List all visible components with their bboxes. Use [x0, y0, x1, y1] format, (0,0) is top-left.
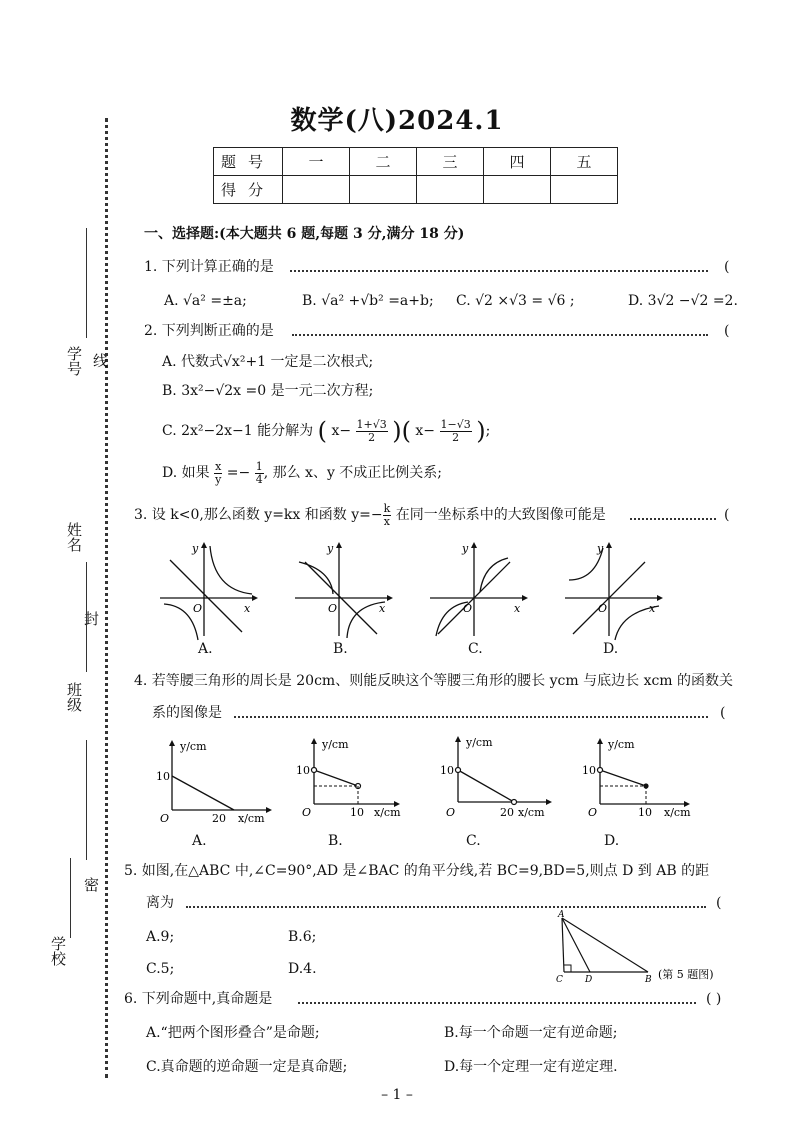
q3-d-axis-x: x [649, 602, 656, 615]
school-line [70, 858, 71, 938]
q4-label-d: D. [604, 833, 620, 849]
class-line [86, 740, 87, 860]
q5-figure [552, 910, 732, 990]
q3-stem-frac-den: x [383, 514, 391, 528]
q5-option-c: C.5; [146, 961, 175, 977]
label-class: 班级 [65, 682, 83, 712]
q4-paren: ( [720, 705, 726, 721]
q2-paren: ( [724, 323, 730, 339]
score-row-label: 得分 [214, 176, 283, 204]
page-number: – 1 – [381, 1087, 413, 1103]
page-title: 数学(八)2024.1 [290, 106, 504, 136]
score-cell-1[interactable] [283, 176, 350, 204]
score-header-2: 二 [350, 148, 417, 176]
q4-b-tick-10-x: 10 [350, 806, 364, 819]
q2-option-d: D. 如果 $\frac{x}{y}$ =− $\frac{1}{4}$ , 那么 x、y 不成正比例关系; [162, 459, 443, 486]
q4-b-origin: O [302, 806, 312, 819]
q3-a-axis-y: y [192, 542, 199, 555]
label-school: 学校 [49, 936, 67, 966]
q2-c-factor2-pre: x− [415, 423, 436, 439]
q3-c-origin: O [463, 602, 473, 615]
q4-c-origin: O [446, 806, 456, 819]
q2-d-lhs-num: x [215, 459, 222, 473]
q1-option-c: C. √2 ×√3 = √6 ; [456, 293, 575, 309]
score-cell-2[interactable] [350, 176, 417, 204]
cut-mark-feng: 封 [84, 610, 100, 628]
q3-graph-a [160, 540, 260, 640]
score-header-5: 五 [551, 148, 618, 176]
q5-fig-label-c: C [556, 975, 563, 985]
q3-b-origin: O [328, 602, 338, 615]
q5-option-a: A.9; [146, 929, 175, 945]
q3-c-axis-x: x [514, 602, 521, 615]
q3-c-axis-y: y [462, 542, 469, 555]
q3-a-axis-x: x [244, 602, 251, 615]
q4-stem-line2: 系的图像是 [152, 705, 222, 721]
q5-stem-line2: 离为 [146, 895, 174, 911]
q3-d-origin: O [598, 602, 608, 615]
name-line [86, 562, 87, 672]
q2-c-factor2-num: 1−√3 [440, 417, 471, 431]
q2-d-rhs-num: 1 [255, 459, 263, 473]
cut-mark-mi: 密 [84, 876, 100, 894]
q3-stem-frac-num: k [383, 501, 391, 515]
q3-label-d: D. [603, 641, 619, 657]
q1-paren: ( [724, 259, 730, 275]
q2-d-rhs-den: 4 [255, 472, 263, 486]
q6-option-a: A.“把两个图形叠合”是命题; [146, 1025, 320, 1041]
q5-fig-label-b: B [645, 975, 652, 985]
q4-b-x-label: x/cm [374, 806, 401, 819]
q6-stem: 6. 下列命题中,真命题是 [124, 991, 273, 1007]
q4-stem-line1: 4. 若等腰三角形的周长是 20cm、则能反映这个等腰三角形的腰长 ycm 与底边长 xcm 的函数关 [134, 673, 734, 689]
q5-leader [186, 906, 706, 908]
q4-graph-d [580, 736, 710, 826]
q4-graph-b [294, 736, 424, 826]
binding-dotted-line [105, 118, 108, 1078]
q3-graph-c [430, 540, 530, 640]
q2-option-b: B. 3x²−√2x =0 是一元二次方程; [162, 383, 374, 399]
q4-d-y-label: y/cm [608, 738, 635, 751]
q3-b-axis-y: y [327, 542, 334, 555]
q2-leader [292, 334, 708, 336]
q4-a-tick-20: 20 [212, 812, 226, 825]
q2-option-c-text: C. 2x²−2x−1 能分解为 [162, 423, 314, 439]
q1-option-b: B. √a² +√b² =a+b; [302, 293, 434, 309]
score-header-3: 三 [417, 148, 484, 176]
q3-leader [630, 518, 716, 520]
score-table-header-row [214, 148, 618, 176]
q6-option-c: C.真命题的逆命题一定是真命题; [146, 1059, 348, 1075]
q2-c-factor1-den: 2 [368, 430, 376, 444]
score-header-4: 四 [484, 148, 551, 176]
q4-leader [234, 716, 708, 718]
q3-stem-pre: 3. 设 k<0,那么函数 y=kx 和函数 y=− [134, 507, 383, 523]
q5-option-b: B.6; [288, 929, 317, 945]
q4-label-a: A. [192, 833, 207, 849]
q4-a-x-label: x/cm [238, 812, 265, 825]
q3-label-a: A. [198, 641, 213, 657]
q6-option-b: B.每一个命题一定有逆命题; [444, 1025, 618, 1041]
q1-leader [290, 270, 708, 272]
q2-stem: 2. 下列判断正确的是 [144, 323, 274, 339]
score-table [213, 147, 618, 204]
q4-label-c: C. [466, 833, 481, 849]
q2-d-rhs-sign: =− [226, 465, 251, 481]
q6-option-d: D.每一个定理一定有逆定理. [444, 1059, 618, 1075]
q5-stem-line1: 5. 如图,在△ABC 中,∠C=90°,AD 是∠BAC 的角平分线,若 BC=9,BD=5,则点 D 到 AB 的距 [124, 863, 710, 879]
q4-b-tick-10: 10 [296, 764, 310, 777]
q3-label-c: C. [468, 641, 483, 657]
label-name: 姓名 [65, 522, 83, 552]
q4-label-b: B. [328, 833, 343, 849]
q3-stem-post: 在同一坐标系中的大致图像可能是 [395, 507, 606, 523]
q5-option-d: D.4. [288, 961, 317, 977]
q2-c-factor2-den: 2 [452, 430, 460, 444]
q4-b-y-label: y/cm [322, 738, 349, 751]
q4-a-y-label: y/cm [180, 740, 207, 753]
q5-fig-caption: (第 5 题图) [658, 968, 714, 981]
q3-paren: ( [724, 507, 730, 523]
q4-a-tick-10: 10 [156, 770, 170, 783]
q6-paren: ( ) [706, 991, 722, 1007]
q4-graph-c [438, 734, 568, 824]
score-cell-5[interactable] [551, 176, 618, 204]
q2-c-factor1-pre: x− [331, 423, 352, 439]
q4-a-origin: O [160, 812, 170, 825]
q2-d-lhs-den: y [215, 472, 222, 486]
q4-c-tick-10: 10 [440, 764, 454, 777]
q1-stem: 1. 下列计算正确的是 [144, 259, 274, 275]
score-cell-3[interactable] [417, 176, 484, 204]
q5-paren: ( [716, 895, 722, 911]
q4-d-origin: O [588, 806, 598, 819]
q4-graph-a [150, 738, 280, 828]
q4-c-tick-20: 20 [500, 806, 514, 819]
q3-graph-d [565, 540, 665, 640]
q4-c-y-label: y/cm [466, 736, 493, 749]
q1-option-d: D. 3√2 −√2 =2. [628, 293, 738, 309]
q4-d-x-label: x/cm [664, 806, 691, 819]
score-cell-4[interactable] [484, 176, 551, 204]
q2-option-c: C. 2x²−2x−1 能分解为 ( x− $\frac{1+√3}{2}$ )( x− $\frac{1-√3}{2}$ ); [162, 417, 491, 445]
q3-label-b: B. [333, 641, 348, 657]
q2-option-a: A. 代数式√x²+1 一定是二次根式; [162, 354, 374, 370]
label-student-id: 学号 [65, 346, 83, 376]
q3-d-axis-y: y [597, 542, 604, 555]
q2-option-d-tail: 那么 x、y 不成正比例关系; [272, 465, 443, 481]
q3-b-axis-x: x [379, 602, 386, 615]
score-header-label: 题号 [214, 148, 283, 176]
q5-fig-label-a: A [558, 910, 565, 920]
cut-mark-xian: 线 [93, 352, 109, 370]
q4-c-x-label: x/cm [518, 806, 545, 819]
section1-heading: 一、选择题:(本大题共 6 题,每题 3 分,满分 18 分) [144, 226, 465, 242]
q4-d-tick-10: 10 [582, 764, 596, 777]
q2-option-d-text: D. 如果 [162, 465, 210, 481]
q1-option-a: A. √a² =±a; [164, 293, 247, 309]
q3-stem [134, 500, 606, 530]
q6-leader [298, 1002, 696, 1004]
q4-d-tick-10-x: 10 [638, 806, 652, 819]
q5-fig-label-d: D [585, 975, 593, 985]
q3-a-origin: O [193, 602, 203, 615]
q3-graph-b [295, 540, 395, 640]
student-id-line [86, 228, 87, 338]
score-header-1: 一 [283, 148, 350, 176]
q2-c-factor1-num: 1+√3 [356, 417, 387, 431]
score-table-score-row [214, 176, 618, 204]
